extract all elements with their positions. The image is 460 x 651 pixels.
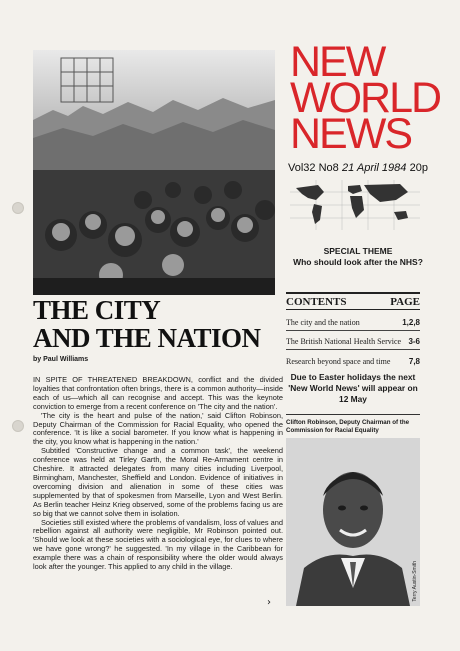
article-paragraph: Societies still existed where the problems of vandalism, loss of values and rebellion against all authority were negligible, Mr Robinson pointed out. 'Should we look at these societies with a sociological eye, for clues to where we have gone wrong?' he suggested. 'In my village in the Caribbean for example there was a chain of responsibility where the older would always look after the younger. This applied to any child in the village. xyxy=(33,517,283,572)
crowd-photograph xyxy=(33,50,275,295)
contents-item[interactable] xyxy=(286,337,420,350)
contents-item-title: Research beyond space and time xyxy=(286,357,391,366)
article-body xyxy=(33,376,283,572)
headline-line-2: AND THE NATION xyxy=(33,323,261,353)
contents-item-title: The British National Health Service xyxy=(286,337,402,346)
article-lead: IN SPITE OF THREATENED BREAKDOWN, xyxy=(33,375,193,384)
issue-line xyxy=(288,162,428,174)
masthead-logo xyxy=(290,38,441,158)
easter-notice: Due to Easter holidays the next 'New World News' will appear on 12 May xyxy=(288,372,418,404)
headline xyxy=(33,296,283,352)
continued-arrow: › xyxy=(267,597,271,608)
contents-item[interactable] xyxy=(286,318,420,331)
portrait-photograph xyxy=(286,438,420,606)
issue-price: 20p xyxy=(409,162,428,174)
issue-volume: Vol32 No8 xyxy=(288,162,339,174)
headline-line-1: THE CITY xyxy=(33,295,161,325)
masthead-line-new: NEW xyxy=(290,38,385,86)
portrait-panel xyxy=(286,414,420,615)
photo-credit: Terry Austin-Smith xyxy=(412,561,418,602)
article-paragraph: 'The city is the heart and pulse of the nation,' said Clifton Robinson, Deputy Chairman of the Commission for Racial Equality, who opened the conference. 'It is like a social barometer. If you know what is happening in the city, you know what is happening in the nation.' xyxy=(33,410,283,447)
special-theme-text: Who should look after the NHS? xyxy=(293,257,423,267)
masthead-line-world: WORLD xyxy=(290,74,441,122)
world-map-icon xyxy=(290,180,420,230)
contents-item-pages: 3-6 xyxy=(408,337,420,346)
article-paragraph: Subtitled 'Constructive change and a common task', the weekend conference was held at Tirley Garth, the Moral Re-Armament centre in Cheshire. It attracted delegates from many cities including Liverpool, Birmingham, Manchester, Sheffield and London. Evidence of initiatives in overcoming division and alienation in some of these cities was supplemented by that of spokesmen from Marseille, Lyon and West Berlin. As Berlin teacher Heinz Krieg observed, some of the problems facing us are so big that we cannot solve them in isolation. xyxy=(33,446,283,518)
punch-hole-top xyxy=(12,202,24,214)
contents-item[interactable] xyxy=(286,357,420,369)
contents-page-heading: PAGE xyxy=(390,296,420,308)
byline: by Paul Williams xyxy=(33,356,89,363)
article-paragraph xyxy=(33,376,283,412)
contents-heading: CONTENTS xyxy=(286,296,347,308)
article-paragraph-text: conflict and the divided loyalties that confrontation often brings, there is a common authority—inside each of us—which all can recognise and accept. This was the keynote conviction to emerge from a recent conference on 'The city and the nation'. xyxy=(33,375,283,411)
special-theme xyxy=(288,246,428,268)
portrait-caption: Clifton Robinson, Deputy Chairman of the Commission for Racial Equality xyxy=(286,419,410,434)
contents-item-pages: 7,8 xyxy=(408,357,420,366)
contents-header xyxy=(286,292,420,310)
contents-item-pages: 1,2,8 xyxy=(402,318,420,327)
issue-date: 21 April 1984 xyxy=(341,162,407,174)
contents-item-title: The city and the nation xyxy=(286,318,360,327)
masthead-line-news: NEWS xyxy=(290,110,411,158)
punch-hole-bottom xyxy=(12,420,24,432)
special-theme-label: SPECIAL THEME xyxy=(323,246,393,256)
